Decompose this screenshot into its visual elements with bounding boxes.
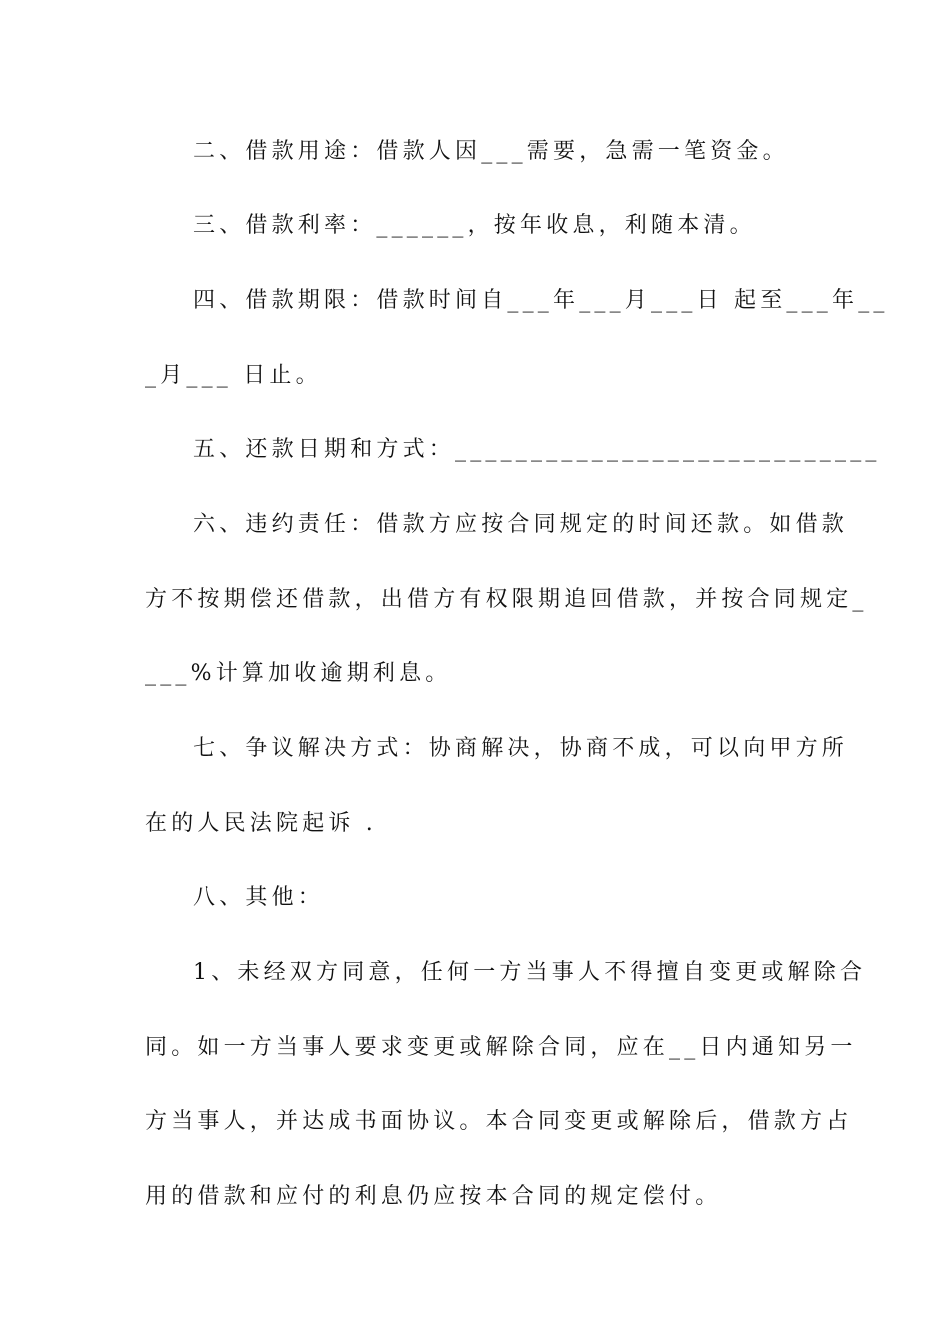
clause-8-other-heading: 八、其他： <box>193 885 325 910</box>
clause-8-item-1-cont-3: 用的借款和应付的利息仍应按本合同的规定偿付。 <box>145 1184 722 1209</box>
clause-8-item-1-cont-2: 方当事人，并达成书面协议。本合同变更或解除后，借款方占 <box>145 1109 853 1134</box>
clause-7-dispute-resolution-cont: 在的人民法院起诉 . <box>145 811 377 836</box>
clause-5-repayment: 五、还款日期和方式：____________________________ <box>193 437 881 462</box>
clause-6-default-liability-cont-1: 方不按期偿还借款，出借方有权限期追回借款，并按合同规定_ <box>145 587 868 612</box>
clause-8-item-1-cont-1: 同。如一方当事人要求变更或解除合同，应在__日内通知另一 <box>145 1035 857 1060</box>
clause-2-loan-purpose: 二、借款用途：借款人因___需要，急需一笔资金。 <box>193 139 789 164</box>
clause-3-interest-rate: 三、借款利率：______，按年收息，利随本清。 <box>193 213 756 238</box>
clause-6-default-liability: 六、违约责任：借款方应按合同规定的时间还款。如借款 <box>193 512 849 537</box>
clause-6-default-liability-cont-2: ___%计算加收逾期利息。 <box>145 661 452 686</box>
clause-4-loan-term: 四、借款期限：借款时间自___年___月___日 起至___年__ <box>193 288 889 313</box>
clause-7-dispute-resolution: 七、争议解决方式：协商解决，协商不成，可以向甲方所 <box>193 736 849 761</box>
clause-8-item-1: 1、未经双方同意，任何一方当事人不得擅自变更或解除合 <box>193 960 867 985</box>
clause-4-loan-term-cont: _月___ 日止。 <box>145 363 322 388</box>
